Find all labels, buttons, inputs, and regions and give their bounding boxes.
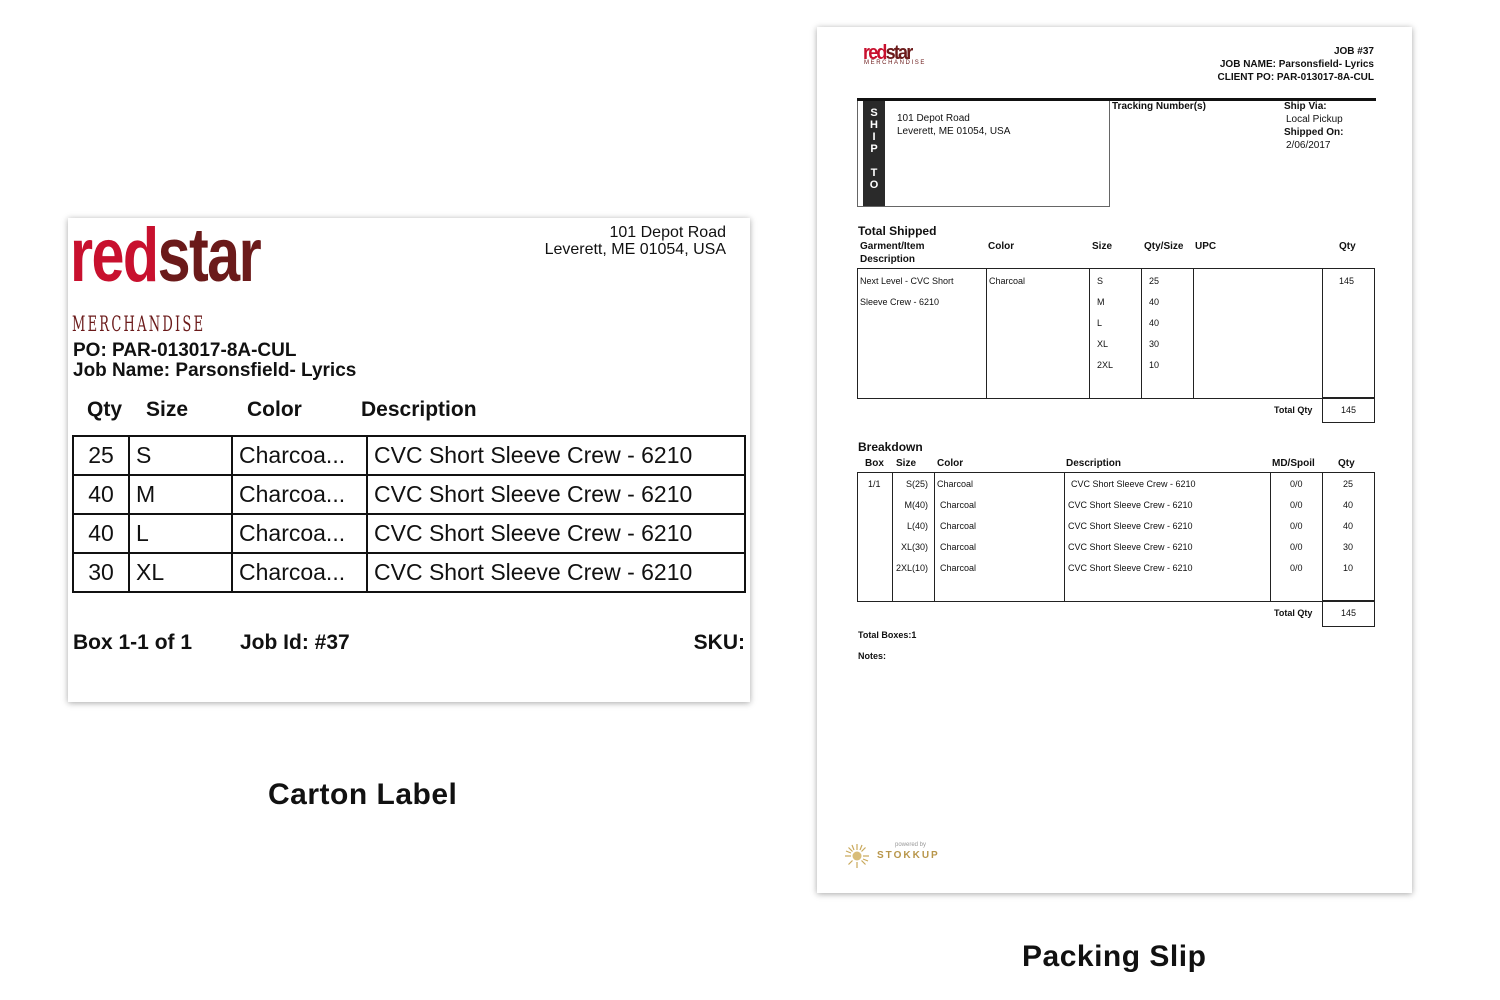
cell-color: Charcoa... [232, 475, 367, 514]
ship-via-label: Ship Via: [1284, 101, 1327, 112]
stokkup-sun-icon [843, 842, 871, 870]
breakdown-title: Breakdown [858, 440, 923, 454]
bd-mdspoil: 0/0 [1290, 500, 1303, 510]
bd-color: Charcoal [937, 479, 974, 489]
col-divider [1270, 472, 1271, 601]
header-size: Size [146, 398, 189, 421]
bd-box: 1/1 [868, 479, 881, 489]
ts-size: L [1097, 318, 1103, 328]
total-shipped-table [857, 268, 1375, 399]
bd-header-qty: Qty [1338, 458, 1355, 469]
ts-color: Charcoal [989, 276, 1026, 286]
cell-size: M [129, 475, 232, 514]
ts-header-size: Size [1092, 241, 1113, 252]
bd-description: CVC Short Sleeve Crew - 6210 [1068, 521, 1193, 531]
col-divider [986, 268, 987, 398]
ship-to-letter: P [870, 143, 878, 155]
bd-header-color: Color [937, 458, 964, 469]
ts-size: M [1097, 297, 1105, 307]
ship-address-2: Leverett, ME 01054, USA [897, 126, 1011, 137]
ship-address-1: 101 Depot Road [897, 113, 970, 124]
ts-qty-size: 10 [1149, 360, 1160, 370]
bd-mdspoil: 0/0 [1290, 521, 1303, 531]
col-divider [934, 472, 935, 601]
cell-description: CVC Short Sleeve Crew - 6210 [367, 436, 745, 475]
bd-qty: 40 [1343, 521, 1354, 531]
bd-description: CVC Short Sleeve Crew - 6210 [1068, 542, 1193, 552]
address-line-2: Leverett, ME 01054, USA [544, 241, 726, 258]
bd-total-qty-label: Total Qty [1274, 608, 1313, 618]
bd-color: Charcoal [940, 500, 977, 510]
ts-item-1: Next Level - CVC Short [860, 276, 954, 286]
bd-size: 2XL(10) [895, 563, 928, 573]
client-po: CLIENT PO: PAR-013017-8A-CUL [1217, 72, 1374, 83]
stokkup-logo: STOKKUP [877, 850, 940, 861]
col-divider [1322, 472, 1323, 601]
sku-label: SKU: [693, 631, 745, 654]
job-name: JOB NAME: Parsonsfield- Lyrics [1219, 59, 1374, 70]
cell-qty: 25 [73, 436, 129, 475]
table-row [73, 553, 745, 592]
table-row [73, 514, 745, 553]
ts-header-color: Color [988, 241, 1015, 252]
cell-color: Charcoa... [232, 436, 367, 475]
packing-slip [817, 27, 1412, 893]
bd-color: Charcoal [940, 563, 977, 573]
logo-subtitle: MERCHANDISE [864, 60, 926, 66]
ts-header-upc: UPC [1195, 241, 1217, 252]
bd-header-description: Description [1066, 458, 1122, 469]
total-shipped-title: Total Shipped [858, 224, 937, 238]
carton-items-table [72, 435, 746, 593]
ship-to-box [857, 101, 1110, 207]
cell-description: CVC Short Sleeve Crew - 6210 [367, 514, 745, 553]
ts-item-2: Sleeve Crew - 6210 [860, 297, 940, 307]
cell-qty: 40 [73, 475, 129, 514]
ts-size: S [1097, 276, 1104, 286]
bd-qty: 30 [1343, 542, 1354, 552]
bd-color: Charcoal [940, 521, 977, 531]
ts-header-garment-2: Description [860, 254, 916, 265]
po-number: PO: PAR-013017-8A-CUL [73, 340, 297, 361]
bd-header-size: Size [896, 458, 917, 469]
col-divider [1064, 472, 1065, 601]
total-boxes: Total Boxes:1 [858, 630, 917, 640]
ts-qty-size: 30 [1149, 339, 1160, 349]
bd-description: CVC Short Sleeve Crew - 6210 [1068, 563, 1193, 573]
table-row [73, 475, 745, 514]
cell-color: Charcoa... [232, 514, 367, 553]
cell-description: CVC Short Sleeve Crew - 6210 [367, 553, 745, 592]
bd-qty: 25 [1343, 479, 1354, 489]
cell-description: CVC Short Sleeve Crew - 6210 [367, 475, 745, 514]
ship-via-value: Local Pickup [1286, 114, 1343, 125]
job-id: Job Id: #37 [240, 631, 350, 654]
ts-total-qty-label: Total Qty [1274, 405, 1313, 415]
header-description: Description [361, 398, 477, 421]
ship-to-letter [863, 155, 885, 167]
job-number: JOB #37 [1333, 46, 1374, 57]
ts-qty-size: 40 [1149, 318, 1160, 328]
bd-mdspoil: 0/0 [1290, 479, 1303, 489]
bd-size: L(40) [906, 521, 928, 531]
tracking-label: Tracking Number(s) [1112, 101, 1206, 112]
bd-size: XL(30) [900, 542, 928, 552]
ts-total-qty-value: 145 [1341, 405, 1357, 415]
bd-color: Charcoal [940, 542, 977, 552]
address-line-1: 101 Depot Road [609, 224, 726, 241]
bd-qty: 10 [1343, 563, 1354, 573]
ts-header-qty-size: Qty/Size [1144, 241, 1184, 252]
table-row [73, 436, 745, 475]
ts-header-qty: Qty [1339, 241, 1356, 252]
cell-color: Charcoa... [232, 553, 367, 592]
redstar-logo: redstar [863, 42, 912, 64]
cell-qty: 30 [73, 553, 129, 592]
carton-label-caption: Carton Label [268, 778, 458, 811]
cell-size: XL [129, 553, 232, 592]
bd-description: CVC Short Sleeve Crew - 6210 [1068, 500, 1193, 510]
col-divider [1193, 268, 1194, 398]
ts-size: 2XL [1097, 360, 1114, 370]
box-count: Box 1-1 of 1 [73, 631, 193, 654]
ts-qty-size: 25 [1149, 276, 1160, 286]
col-divider [1322, 268, 1323, 398]
cell-size: L [129, 514, 232, 553]
shipped-on-value: 2/06/2017 [1286, 140, 1331, 151]
shipped-on-label: Shipped On: [1284, 127, 1344, 138]
col-divider [1089, 268, 1090, 398]
ship-to-letter: I [872, 131, 876, 143]
ts-size: XL [1097, 339, 1109, 349]
ship-to-letter: H [870, 119, 878, 131]
logo-subtitle: MERCHANDISE [72, 312, 206, 336]
bd-header-mdspoil: MD/Spoil [1272, 458, 1315, 469]
ship-to-letter: O [869, 179, 879, 191]
ship-to-letter: T [870, 167, 878, 179]
col-divider [1141, 268, 1142, 398]
packing-slip-caption: Packing Slip [1022, 940, 1207, 973]
bd-total-qty-value: 145 [1341, 608, 1357, 618]
bd-header-box: Box [865, 458, 884, 469]
cell-size: S [129, 436, 232, 475]
ts-header-garment-1: Garment/Item [860, 241, 925, 252]
carton-label [68, 213, 750, 702]
cell-qty: 40 [73, 514, 129, 553]
ts-item-qty: 145 [1339, 276, 1355, 286]
bd-mdspoil: 0/0 [1290, 563, 1303, 573]
powered-by: powered by [895, 842, 927, 848]
bd-mdspoil: 0/0 [1290, 542, 1303, 552]
bd-description: CVC Short Sleeve Crew - 6210 [1071, 479, 1196, 489]
carton-address [545, 224, 726, 258]
redstar-logo: redstar [70, 213, 261, 298]
bd-qty: 40 [1343, 500, 1354, 510]
ts-qty-size: 40 [1149, 297, 1160, 307]
bd-size: S(25) [905, 479, 928, 489]
ship-to-letter: S [870, 107, 878, 119]
ship-to-bar [863, 101, 885, 206]
job-name: Job Name: Parsonsfield- Lyrics [73, 360, 357, 381]
header-color: Color [247, 398, 302, 421]
header-qty: Qty [87, 398, 123, 421]
bd-size: M(40) [904, 500, 928, 510]
col-divider [892, 472, 893, 601]
notes-label: Notes: [858, 651, 887, 661]
